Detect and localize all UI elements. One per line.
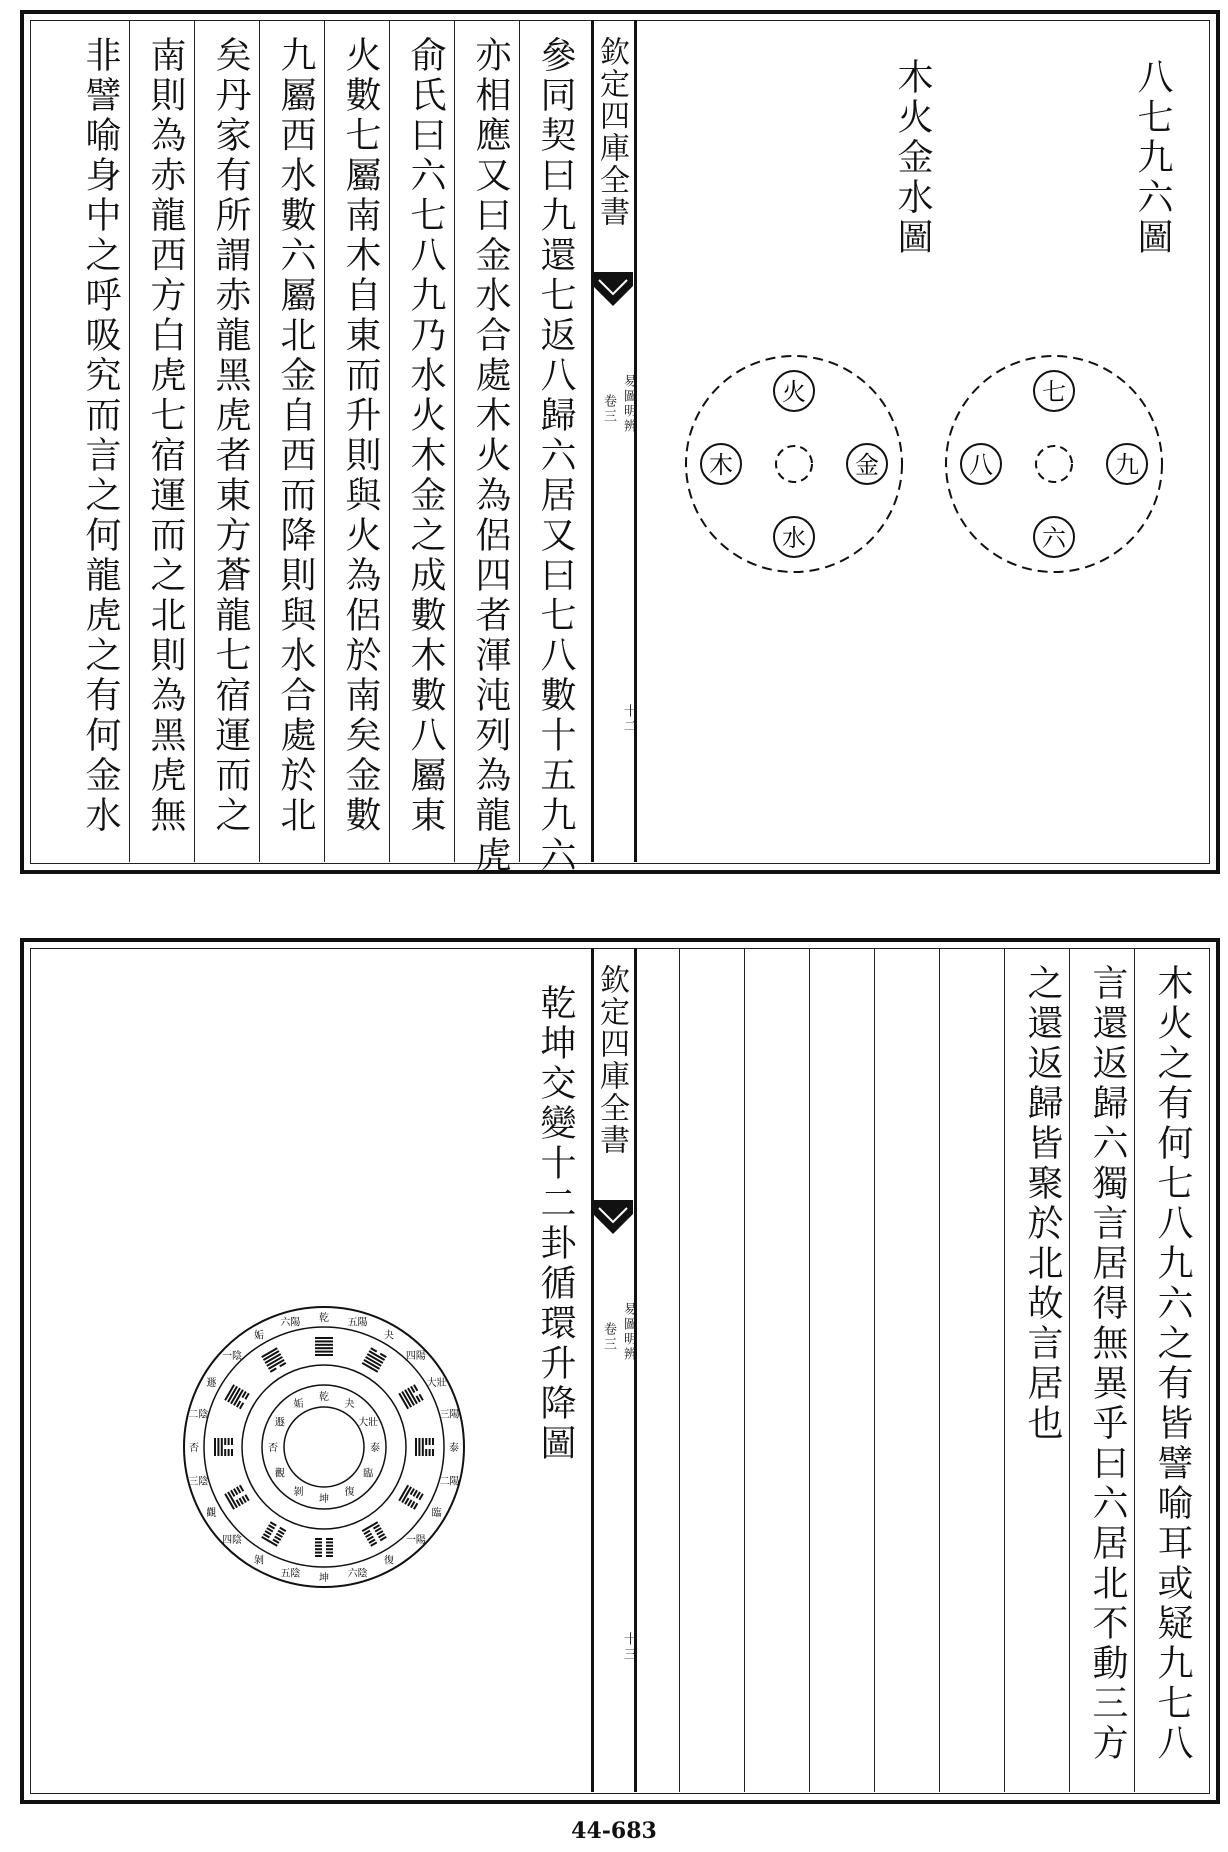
wheel-outer-label: 四陽 [405,1351,426,1363]
wheel-inner-label: 乾 [319,1392,329,1403]
twelve-hexagram-wheel [179,1302,469,1592]
top-spine-volume: 卷三 [601,394,616,424]
wheel-outer-label: 坤 [319,1573,329,1584]
wheel-outer-label: 大壯 [426,1378,447,1389]
top-col-9: 南則為赤龍西方白虎七宿運而之北則為黑虎無 [145,36,186,836]
wheel-outer-label: 泰 [449,1443,459,1454]
diagram-879-6-right: 九 [1115,451,1139,479]
page-number: 44-683 [571,1818,657,1844]
wheel-inner-label: 剝 [293,1487,304,1499]
wheel-outer-label: 否 [189,1443,199,1454]
bottom-spine-book: 易圖明辨 [621,1302,636,1362]
top-col-4: 亦相應又曰金水合處木火為侶四者渾沌列為龍虎 [470,36,511,876]
wheel-outer-label: 三陽 [439,1409,460,1421]
wheel-hexagram [362,1347,387,1372]
wheel-hexagram [261,1521,286,1546]
top-col-rule [194,20,195,862]
wheel-hexagram [398,1485,423,1510]
bottom-col-2: 言還返歸六獨言居得無異乎曰六居北不動三方 [1087,964,1128,1764]
diagram-wood-fire-metal-water [679,349,909,579]
wheel-hexagram [315,1337,333,1356]
wheel-hexagram [362,1521,387,1546]
top-col-8: 矣丹家有所謂赤龍黑虎者東方蒼龍七宿運而之 [210,36,251,836]
wheel-outer-label: 一陽 [405,1534,426,1546]
bottom-col-rule [744,948,745,1792]
top-spine-book: 易圖明辨 [621,374,636,434]
bottom-page [20,938,1220,1804]
diagram-879-6-left: 八 [969,451,993,479]
wheel-outer-label: 夬 [384,1330,394,1342]
diagram-879-6-top: 七 [1042,378,1066,406]
top-spine-title: 欽定四庫全書 [594,36,629,228]
top-col-2: 木火金水圖 [892,58,933,258]
top-col-rule [129,20,130,862]
top-spine-leaf: 十二 [621,704,636,734]
bottom-col-rule [679,948,680,1792]
wheel-hexagram [415,1438,434,1456]
bottom-col-rule [1134,948,1135,1792]
top-col-rule [324,20,325,862]
bottom-col-rule [1069,948,1070,1792]
wheel-outer-label: 遯 [206,1378,217,1389]
wheel-hexagram [315,1538,333,1557]
wheel-inner-label: 大壯 [358,1417,379,1429]
diagram-wf-top: 火 [782,378,806,406]
top-col-10: 非譬喻身中之呼吸究而言之何龍虎之有何金水 [80,36,121,836]
bottom-spine-leaf: 十三 [621,1632,636,1662]
wheel-outer-label: 二陽 [439,1476,460,1488]
wheel-inner-label: 觀 [274,1468,285,1480]
wheel-inner-label: 復 [344,1487,355,1499]
bottom-col-rule [1004,948,1005,1792]
wheel-outer-label: 五陰 [280,1568,301,1580]
bottom-spine-rule-right [634,948,637,1792]
bottom-col-rule [809,948,810,1792]
bottom-col-3: 之還返歸皆聚於北故言居也 [1022,964,1063,1444]
top-col-1: 八七九六圖 [1132,58,1173,258]
top-col-rule [519,20,520,862]
diagram-wf-right: 金 [855,451,879,479]
top-col-rule [259,20,260,862]
wheel-hexagram [261,1347,286,1372]
wheel-outer-label: 六陰 [347,1568,368,1580]
wheel-outer-label: 剝 [254,1555,264,1567]
top-col-3: 參同契曰九還七返八歸六居又曰七八數十五九六 [535,36,576,876]
wheel-hexagram [398,1384,423,1409]
bottom-col-1: 木火之有何七八九六之有皆譬喻耳或疑九七八 [1152,964,1193,1764]
wheel-outer-label: 觀 [206,1508,217,1519]
diagram-wf-left: 木 [709,451,733,479]
wheel-outer-label: 乾 [319,1313,329,1324]
top-col-6: 火數七屬南木自東而升則與火為侶於南矣金數 [340,36,381,836]
wheel-hexagram [224,1384,249,1409]
top-col-rule [454,20,455,862]
wheel-hexagram [214,1438,233,1456]
wheel-inner-label: 坤 [319,1494,329,1505]
wheel-outer-label: 姤 [254,1330,264,1342]
wheel-outer-label: 三陰 [188,1476,209,1488]
top-col-rule [389,20,390,862]
wheel-outer-label: 二陰 [188,1409,209,1421]
diagram-879-6-bottom: 六 [1042,524,1066,552]
bottom-spine-volume: 卷三 [601,1322,616,1352]
wheel-inner-label: 遯 [274,1417,285,1429]
bottom-col-rule [874,948,875,1792]
wheel-outer-label: 六陽 [280,1317,301,1329]
wheel-inner-label: 姤 [293,1398,304,1410]
diagram-wf-bottom: 水 [782,524,806,552]
wheel-outer-label: 臨 [431,1508,442,1519]
bottom-diagram-title: 乾坤交變十二卦循環升降圖 [535,984,576,1464]
bottom-spine-title: 欽定四庫全書 [594,964,629,1156]
wheel-inner-label: 夬 [344,1398,355,1410]
diagram-879-6 [939,349,1169,579]
top-col-7: 九屬西水數六屬北金自西而降則與水合處於北 [275,36,316,836]
wheel-inner-label: 臨 [363,1468,374,1480]
top-page [20,10,1220,874]
top-fishtail-mark [593,272,633,308]
wheel-outer-label: 一陰 [222,1351,243,1363]
wheel-outer-label: 四陰 [222,1534,243,1546]
wheel-inner-label: 泰 [370,1443,380,1454]
top-col-5: 俞氏曰六七八九乃水火木金之成數木數八屬東 [405,36,446,836]
wheel-outer-label: 五陽 [347,1317,368,1329]
wheel-outer-label: 復 [384,1555,394,1567]
top-spine-rule-right [634,20,637,862]
wheel-inner-label: 否 [268,1443,278,1454]
bottom-fishtail-mark [593,1200,633,1236]
bottom-col-rule [939,948,940,1792]
wheel-hexagram [224,1485,249,1510]
